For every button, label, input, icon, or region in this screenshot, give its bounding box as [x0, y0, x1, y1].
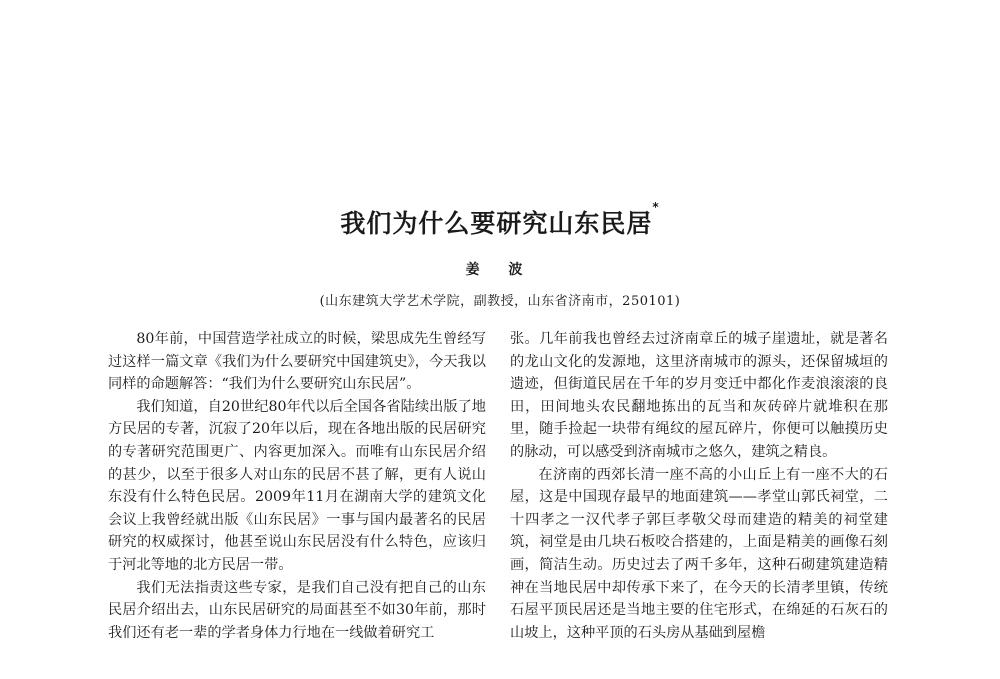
- author-name: 姜 波: [465, 262, 535, 278]
- paragraph-continued: 张。几年前我也曾经去过济南章丘的城子崖遗址，就是著名的龙山文化的发源地，这里济南城市的源头，还保留城垣的遗迹，但街道民居在千年的岁月变迁中都化作麦浪滚滚的良田，田间地头农民翻地拣出的瓦当和灰砖碎片就堆积在那里，随手捡起一块带有绳纹的屋瓦碎片，你便可以触摸历史的脉动，可以感受到济南城市之悠久，建筑之精良。: [510, 331, 888, 460]
- paragraph: 在济南的西郊长清一座不高的小山丘上有一座不大的石屋，这是中国现存最早的地面建筑——孝堂山郭氏祠堂，二十四孝之一汉代孝子郭巨孝敬父母而建造的精美的祠堂建筑，祠堂是由几块石板咬合搭建的，上面是精美的画像石刻画，简洁生动。历史过去了两千多年，这种石砌建筑建造精神在当地民居中却传承下来了，在今天的长清孝里镇，传统石屋平顶民居还是当地主要的住宅形式，在绵延的石灰石的山坡上，这种平顶的石头房从基础到屋檐: [510, 466, 888, 641]
- author-affiliation: (山东建筑大学艺术学院，副教授，山东省济南市，250101): [319, 294, 681, 309]
- paragraph: 我们无法指责这些专家，是我们自己没有把自己的山东民居介绍出去，山东民居研究的局面甚至不如30年前，那时我们还有老一辈的学者身体力行地在一线做着研究工: [108, 579, 486, 641]
- article-title: [0, 200, 1000, 240]
- paragraph: 我们知道，自20世纪80年代以后全国各省陆续出版了地方民居的专著，沉寂了20年以后，现在各地出版的民居研究的专著研究范围更广、内容更加深入。而唯有山东民居介绍的甚少，以至于很多人对山东的民居不甚了解，更有人说山东没有什么特色民居。2009年11月在湖南大学的建筑文化会议上我曾经就出版《山东民居》一事与国内最著名的民居研究的权威探讨，他甚至说山东民居没有什么特色，应该归于河北等地的北方民居一带。: [108, 398, 486, 573]
- title-footnote-mark: *: [652, 200, 660, 214]
- title-text: 我们为什么要研究山东民居: [340, 209, 653, 238]
- paragraph: 80年前，中国营造学社成立的时候，梁思成先生曾经写过这样一篇文章《我们为什么要研究中国建筑史》，今天我以同样的命题解答：“我们为什么要研究山东民居”。: [108, 331, 486, 393]
- right-column: [510, 328, 888, 644]
- left-column: [108, 328, 486, 644]
